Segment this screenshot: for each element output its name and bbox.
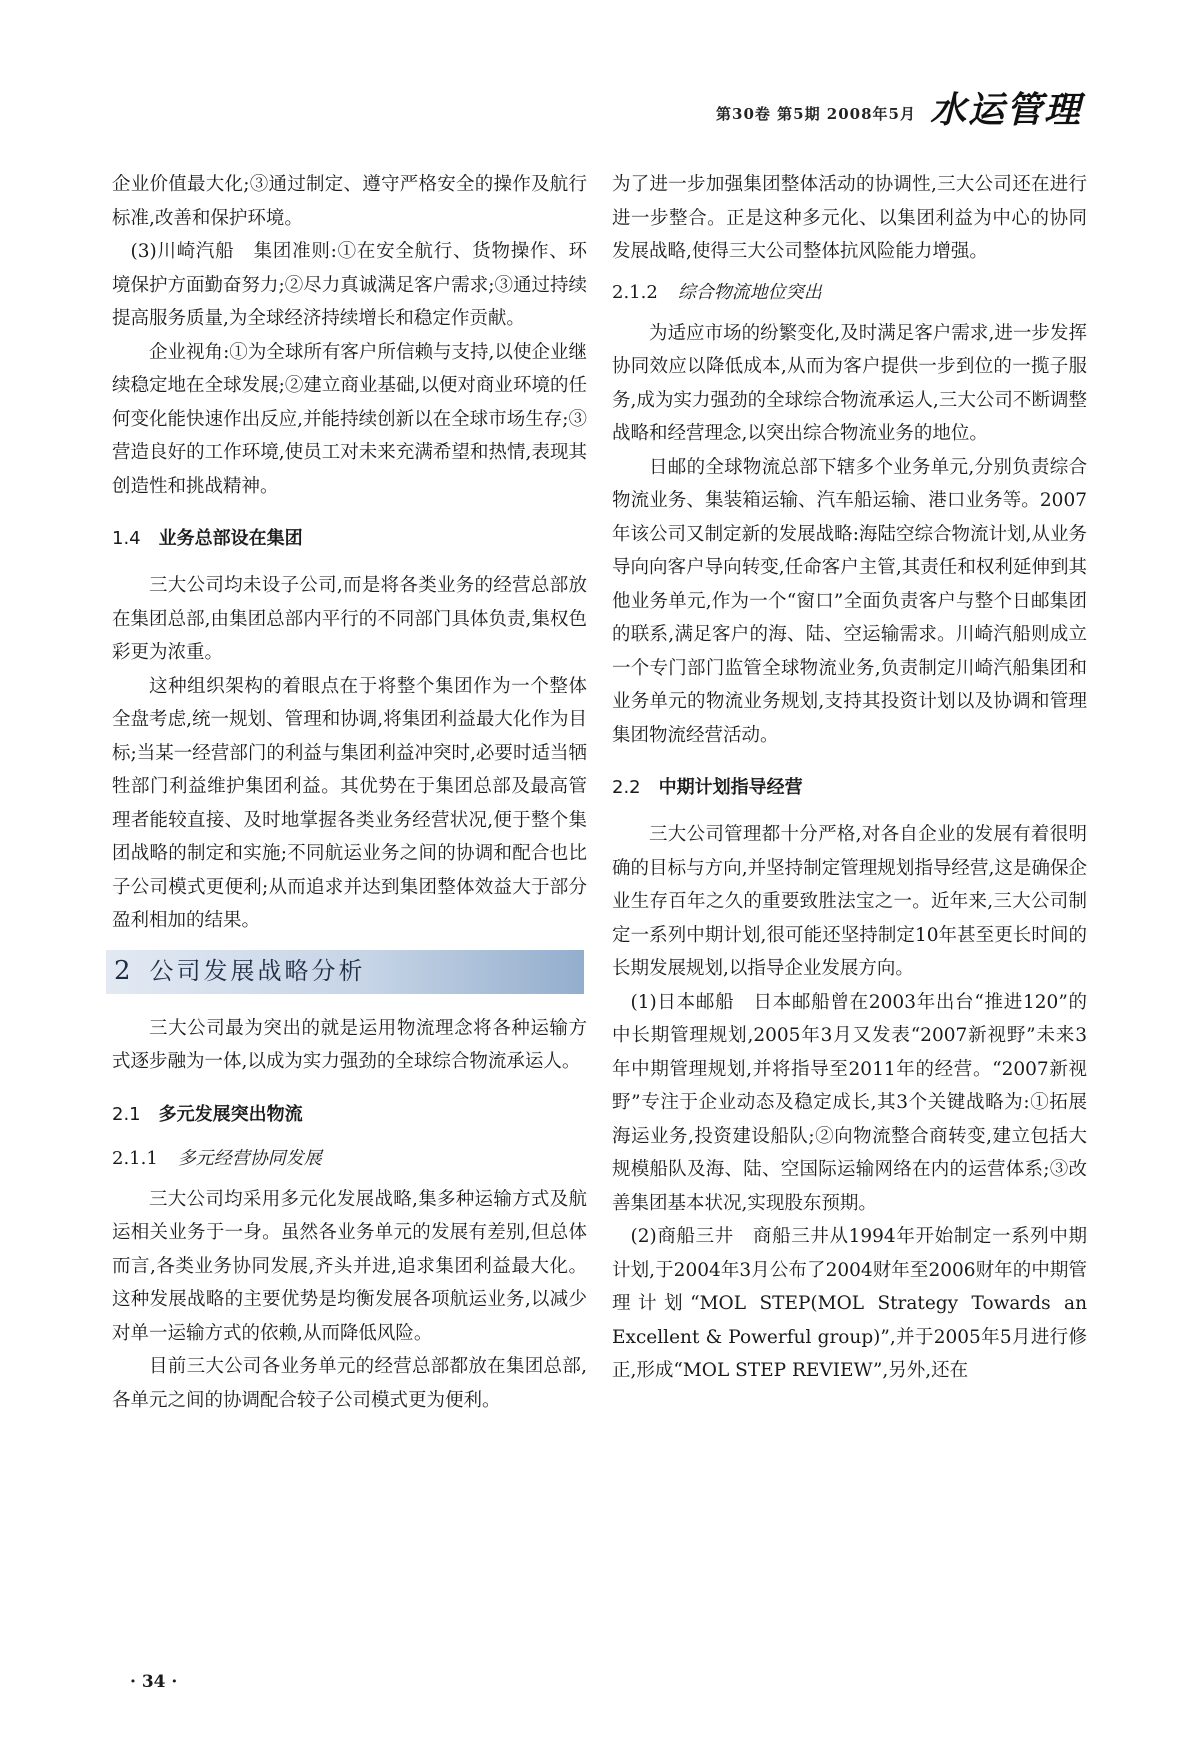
section-number: 2.1.1 [112, 1147, 158, 1169]
section-title: 中期计划指导经营 [658, 777, 803, 798]
paragraph: 日邮的全球物流总部下辖多个业务单元,分别负责综合物流业务、集装箱运输、汽车船运输、港口业务等。2007年该公司又制定新的发展战略:海陆空综合物流计划,从业务导向向客户导向转变,任命客户主管,其责任和权利延伸到其他业务单元,作为一个“窗口”全面负责客户与整个日邮集团的联系,满足客户的海、陆、空运输需求。川崎汽船则成立一个专门部门监管全球物流业务,负责制定川崎汽船集团和业务单元的物流业务规划,支持其投资计划以及协调和管理集团物流经营活动。 [612, 456, 1087, 746]
section-title: 业务总部设在集团 [158, 528, 303, 549]
section-title: 公司发展战略分析 [149, 956, 366, 985]
issue-info: 第30卷 第5期 2008年5月 [716, 105, 916, 123]
paragraph: 目前三大公司各业务单元的经营总部都放在集团总部,各单元之间的协调配合较子公司模式更为便利。 [112, 1356, 587, 1411]
section-heading-2-2 [612, 774, 1087, 802]
section-number: 2.2 [612, 777, 641, 798]
subsection-heading-2-1-2 [612, 279, 1087, 307]
paragraph: 三大公司均未设子公司,而是将各类业务的经营总部放在集团总部,由集团总部内平行的不同部门具体负责,集权色彩更为浓重。 [112, 575, 587, 663]
left-column [112, 168, 587, 1417]
section-number: 2 [114, 955, 134, 986]
paragraph: 企业价值最大化;③通过制定、遵守严格安全的操作及航行标准,改善和保护环境。 [112, 174, 587, 229]
section-number: 2.1 [112, 1103, 141, 1125]
magazine-title: 水运管理 [929, 89, 1082, 131]
paragraph: 三大公司管理都十分严格,对各自企业的发展有着很明确的目标与方向,并坚持制定管理规划指导经营,这是确保企业生存百年之久的重要致胜法宝之一。近年来,三大公司制定一系列中期计划,很可能还坚持制定10年甚至更长时间的长期发展规划,以指导企业发展方向。 [612, 824, 1087, 979]
paragraph: 三大公司均采用多元化发展战略,集多种运输方式及航运相关业务于一身。虽然各业务单元的发展有差别,但总体而言,各类业务协同发展,齐头并进,追求集团利益最大化。这种发展战略的主要优势是均衡发展各项航运业务,以减少对单一运输方式的依赖,从而降低风险。 [112, 1188, 587, 1344]
paragraph: 为了进一步加强集团整体活动的协调性,三大公司还在进行进一步整合。正是这种多元化、以集团利益为中心的协同发展战略,使得三大公司整体抗风险能力增强。 [612, 174, 1087, 262]
subsection-heading-2-1-1 [112, 1145, 587, 1173]
paragraph: 这种组织架构的着眼点在于将整个集团作为一个整体全盘考虑,统一规划、管理和协调,将集团利益最大化作为目标;当某一经营部门的利益与集团利益冲突时,必要时适当牺牲部门利益维护集团利益。其优势在于集团总部及最高管理者能较直接、及时地掌握各类业务经营状况,便于整个集团战略的制定和实施;不同航运业务之间的协调和配合也比子公司模式更便利;从而追求并达到集团整体效益大于部分盈利相加的结果。 [112, 675, 587, 931]
right-column [612, 168, 1087, 1388]
section-heading-2-1 [112, 1101, 587, 1129]
paragraph: 为适应市场的纷繁变化,及时满足客户需求,进一步发挥协同效应以降低成本,从而为客户提供一步到位的一揽子服务,成为实力强劲的全球综合物流承运人,三大公司不断调整战略和经营理念,以突出综合物流业务的地位。 [612, 322, 1087, 444]
section-title: 多元经营协同发展 [177, 1147, 322, 1169]
section-number: 1.4 [112, 528, 141, 549]
paragraph: 三大公司最为突出的就是运用物流理念将各种运输方式逐步融为一体,以成为实力强劲的全球综合物流承运人。 [112, 1017, 587, 1072]
section-number: 2.1.2 [612, 281, 658, 303]
paragraph: (2)商船三井 商船三井从1994年开始制定一系列中期计划,于2004年3月公布了2004财年至2006财年的中期管理计划“MOL STEP(MOL Strategy Towards an Excellent & Powerful group)”,并于2005年5月进行修正,形成“MOL STEP REVIEW”,另外,还在 [612, 1226, 1087, 1381]
paragraph: (1)日本邮船 日本邮船曾在2003年出台“推进120”的中长期管理规划,2005年3月又发表“2007新视野”未来3年中期管理规划,并将指导至2011年的经营。“2007新视野”专注于企业动态及稳定成长,其3个关键战略为:①拓展海运业务,投资建设船队;②向物流整合商转变,建立包括大规模船队及海、陆、空国际运输网络在内的运营体系;③改善集团基本状况,实现股东预期。 [612, 991, 1087, 1214]
page-number: · 34 · [130, 1672, 178, 1692]
running-header [716, 89, 1082, 131]
paragraph: (3)川崎汽船 集团准则:①在安全航行、货物操作、环境保护方面勤奋努力;②尽力真诚满足客户需求;③通过持续提高服务质量,为全球经济持续增长和稳定作贡献。 [112, 241, 587, 329]
paragraph: 企业视角:①为全球所有客户所信赖与支持,以使企业继续稳定地在全球发展;②建立商业基础,以便对商业环境的任何变化能快速作出反应,并能持续创新以在全球市场生存;③营造良好的工作环境,使员工对未来充满希望和热情,表现其创造性和挑战精神。 [112, 341, 587, 497]
section-title: 综合物流地位突出 [677, 281, 822, 303]
section-title: 多元发展突出物流 [158, 1103, 303, 1125]
section-heading-1-4 [112, 525, 587, 553]
section-heading-2 [106, 950, 584, 994]
